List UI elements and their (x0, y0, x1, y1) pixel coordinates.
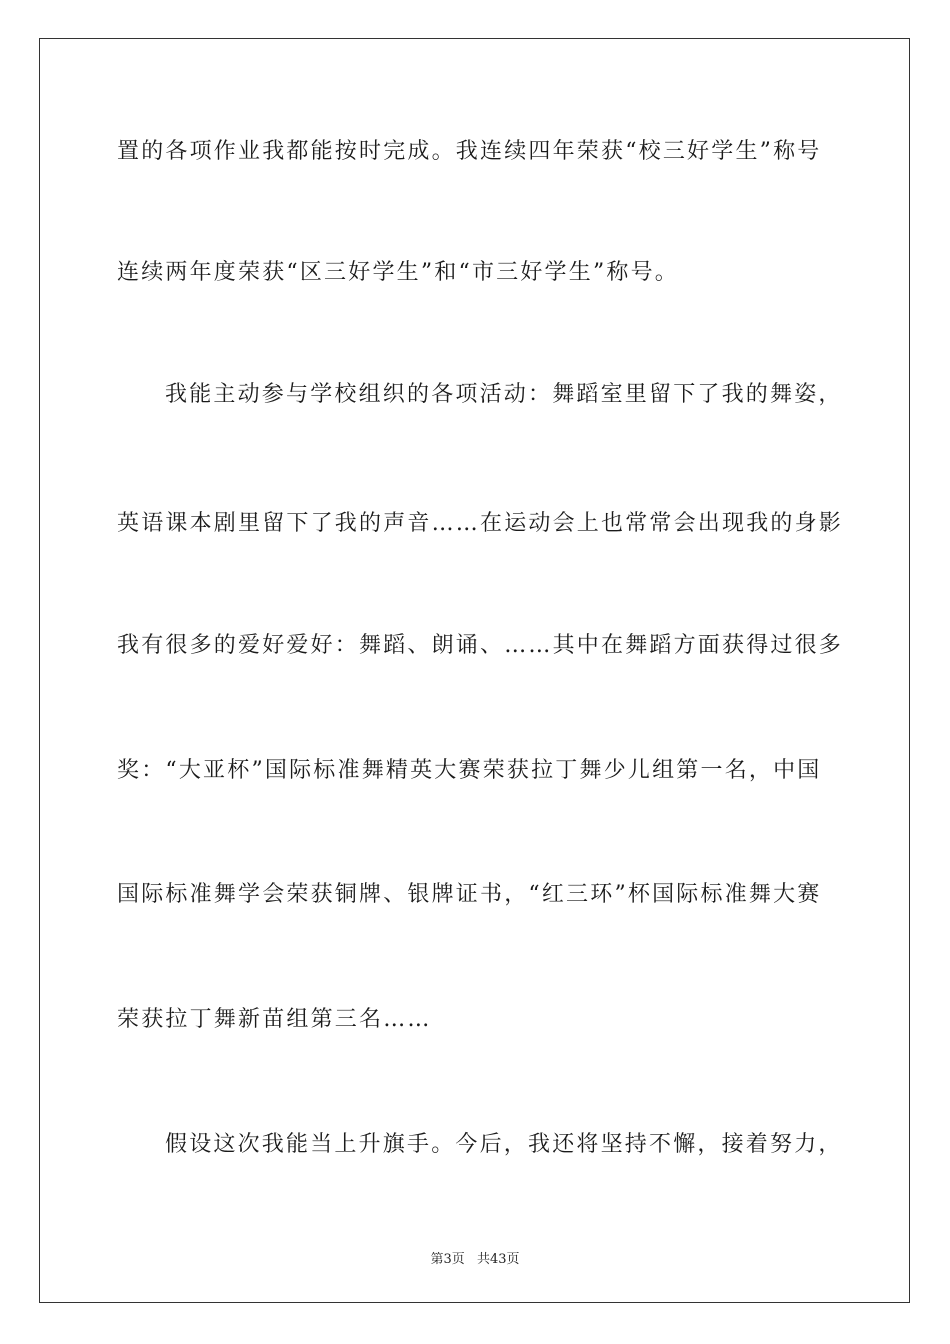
body-line-2: 连续两年度荣获“区三好学生”和“市三好学生”称号。 (117, 260, 679, 285)
body-line-3: 我能主动参与学校组织的各项活动：舞蹈室里留下了我的舞姿， (165, 382, 843, 407)
body-line-7: 国际标准舞学会荣获铜牌、银牌证书，“红三环”杯国际标准舞大赛 (117, 882, 822, 907)
page-number: 第3页 (430, 1252, 465, 1267)
page-border (39, 38, 910, 1303)
page-footer (0, 1248, 950, 1267)
body-line-5: 我有很多的爱好爱好：舞蹈、朗诵、……其中在舞蹈方面获得过很多 (117, 633, 844, 658)
body-line-8: 荣获拉丁舞新苗组第三名…… (117, 1007, 432, 1032)
body-line-9: 假设这次我能当上升旗手。今后，我还将坚持不懈，接着努力， (165, 1132, 843, 1157)
body-line-6: 奖：“大亚杯”国际标准舞精英大赛荣获拉丁舞少儿组第一名，中国 (117, 758, 822, 783)
total-pages: 共43页 (476, 1252, 520, 1267)
body-line-4: 英语课本剧里留下了我的声音……在运动会上也常常会出现我的身影 (117, 511, 844, 536)
body-line-1: 置的各项作业我都能按时完成。我连续四年荣获“校三好学生”称号 (117, 139, 822, 164)
